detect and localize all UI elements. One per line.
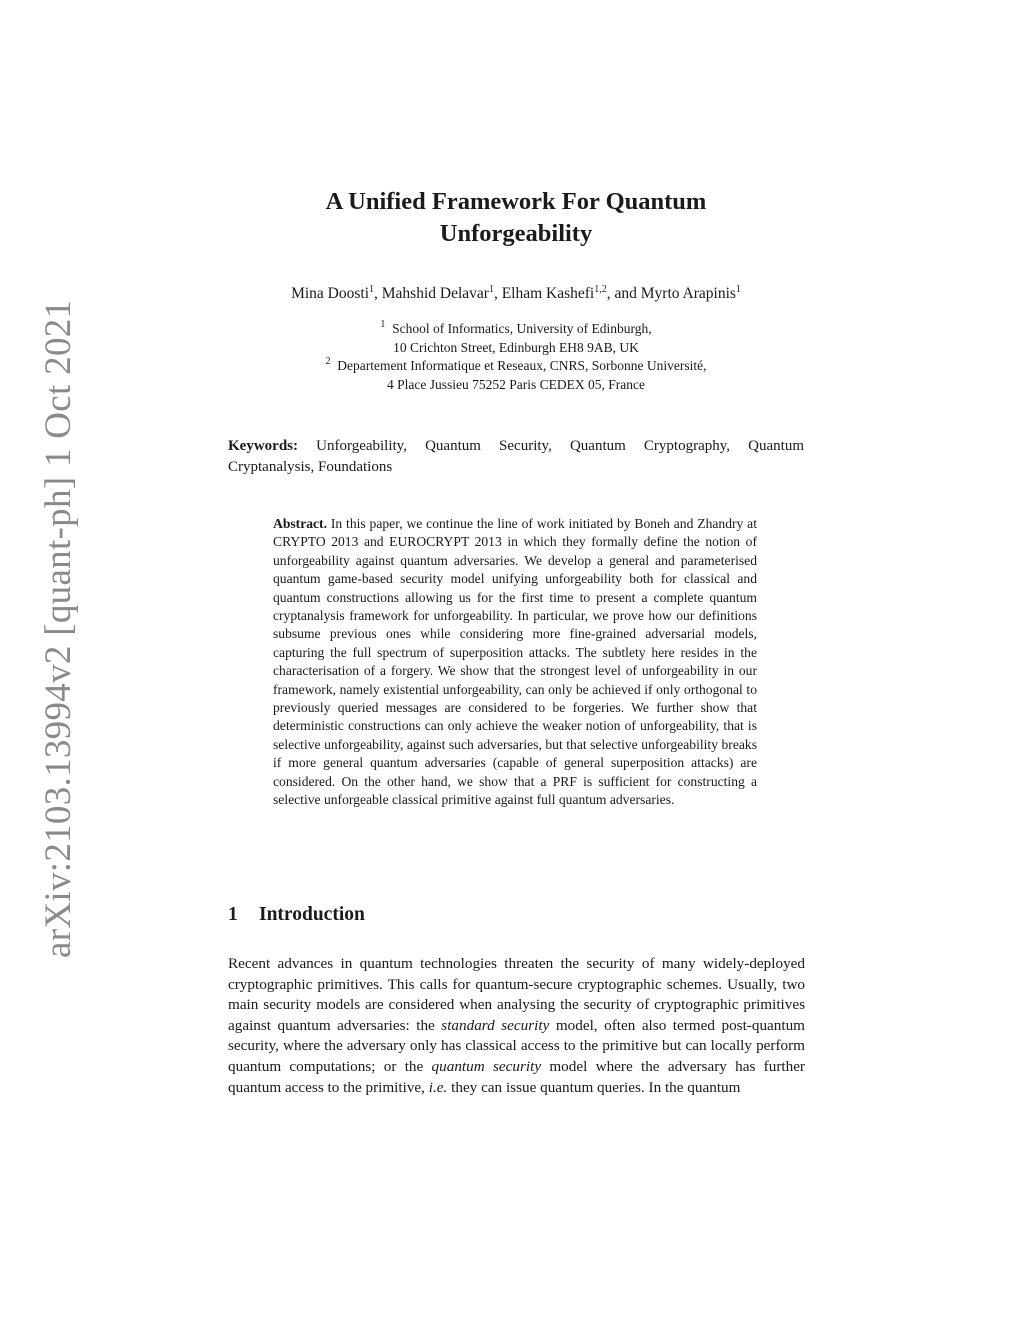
- intro-text: they can issue quantum queries. In the quantum: [447, 1078, 741, 1096]
- author-name: Elham Kashefi: [501, 285, 595, 302]
- author-name: Mina Doosti: [291, 285, 370, 302]
- intro-emphasis: standard security: [441, 1016, 550, 1034]
- introduction-paragraph: [228, 954, 805, 1098]
- author-separator: ,: [493, 285, 502, 302]
- section-title: Introduction: [259, 904, 365, 925]
- author-affiliation-marker: 1: [735, 284, 741, 295]
- abstract-label: Abstract.: [273, 516, 327, 531]
- affiliation-marker: 1: [380, 319, 386, 330]
- intro-text: model where the adversary has further quantum access to the primitive,: [228, 1057, 805, 1096]
- affiliations: [228, 320, 804, 394]
- section-number: 1: [228, 904, 238, 925]
- affiliation-2-line-2: 4 Place Jussieu 75252 Paris CEDEX 05, France: [387, 376, 645, 392]
- title-line-2: Unforgeability: [439, 220, 593, 247]
- affiliation-text: Departement Informatique et Reseaux, CNRS, Sorbonne Université,: [337, 358, 707, 373]
- intro-emphasis: i.e.: [428, 1078, 448, 1096]
- intro-text: Recent advances in quantum technologies threaten the security of many widely-deployed cryptographic primitives. This calls for quantum-secure cryptographic schemes. Usually, two main security models are considered when analysing the security of cryptographic primitives against quantum adversaries: the: [228, 955, 805, 1034]
- author-list: [228, 284, 804, 304]
- author-separator: , and: [606, 285, 641, 302]
- author-name: Myrto Arapinis: [640, 285, 736, 302]
- author-affiliation-marker: 1: [369, 284, 375, 295]
- keywords-text: Unforgeability, Quantum Security, Quantum Cryptography, Quantum Cryptanalysis, Foundations: [228, 438, 804, 475]
- keywords-label: Keywords:: [228, 438, 298, 454]
- affiliation-marker: 2: [325, 356, 331, 367]
- intro-text: model, often also termed post-quantum security, where the adversary only has classical access to the primitive but can locally perform quantum computations; or the: [228, 1016, 805, 1075]
- section-heading-introduction: [228, 902, 365, 928]
- author-affiliation-marker: 1: [488, 284, 494, 295]
- affiliation-1-line-1: [228, 320, 804, 339]
- affiliation-text: School of Informatics, University of Edinburgh,: [392, 321, 652, 336]
- author-affiliation-marker: 1,2: [594, 284, 607, 295]
- affiliation-1-line-2: 10 Crichton Street, Edinburgh EH8 9AB, UK: [393, 339, 639, 355]
- title-line-1: A Unified Framework For Quantum: [325, 188, 707, 215]
- affiliation-2-line-1: [228, 357, 804, 376]
- abstract: [273, 515, 757, 810]
- author-separator: ,: [374, 285, 382, 302]
- arxiv-identifier: arXiv:2103.13994v2 [quant-ph] 1 Oct 2021: [38, 299, 79, 958]
- keywords: [228, 436, 804, 477]
- author-name: Mahshid Delavar: [381, 285, 489, 302]
- paper-title: [228, 186, 804, 250]
- abstract-text: In this paper, we continue the line of work initiated by Boneh and Zhandry at CRYPTO 2013 and EUROCRYPT 2013 in which they formally define the notion of unforgeability against quantum adversaries. We develop a general and parameterised quantum game-based security model unifying unforgeability both for classical and quantum constructions allowing us for the first time to present a complete quantum cryptanalysis framework for unforgeability. In particular, we prove how our definitions subsume previous ones while considering more fine-grained adversarial models, capturing the full spectrum of superposition attacks. The subtlety here resides in the characterisation of a forgery. We show that the strongest level of unforgeability in our framework, namely existential unforgeability, can only be achieved if only orthogonal to previously queried messages are considered to be forgeries. We further show that deterministic constructions can only achieve the weaker notion of unforgeability, that is selective unforgeability, against such adversaries, but that selective unforgeability breaks if more general quantum adversaries (capable of general superposition attacks) are considered. On the other hand, we show that a PRF is sufficient for constructing a selective unforgeable classical primitive against full quantum adversaries.: [273, 516, 757, 808]
- intro-emphasis: quantum security: [431, 1057, 542, 1075]
